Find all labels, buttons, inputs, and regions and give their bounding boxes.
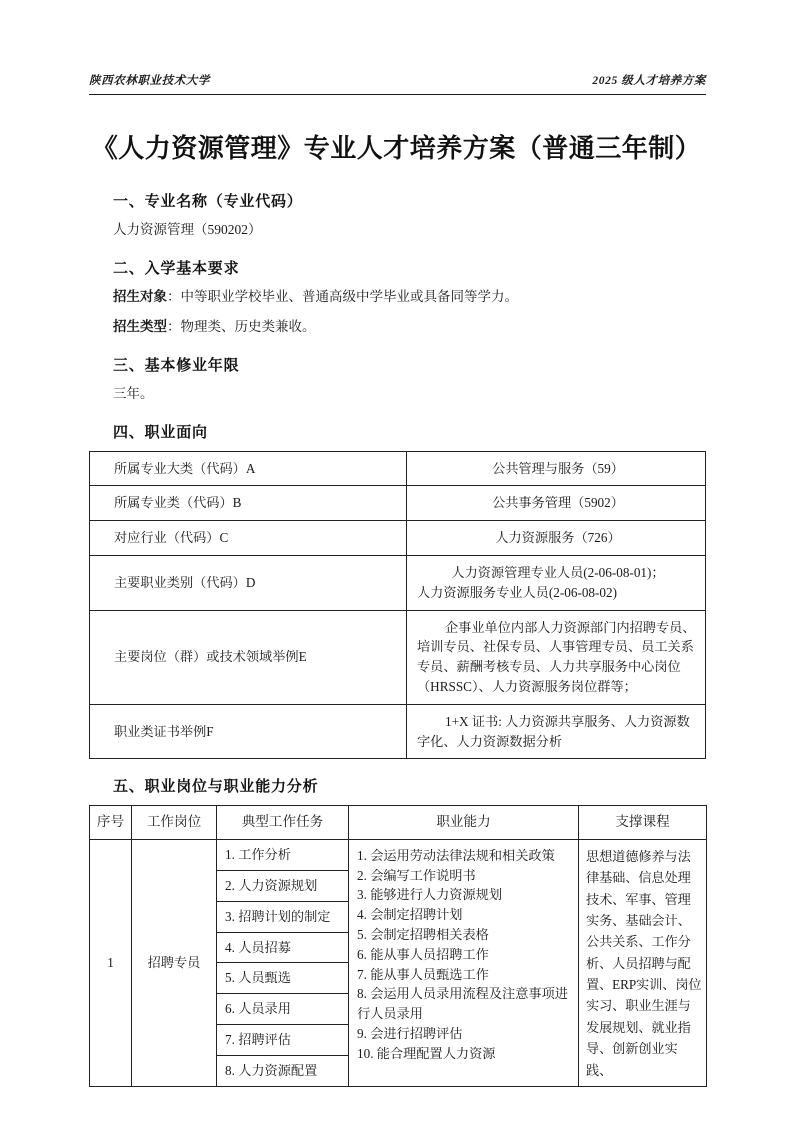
admission-type-label: 招生类型: [113, 318, 167, 334]
task-item: 8. 人力资源配置: [217, 1056, 349, 1087]
ability-item: 10. 能合理配置人力资源: [357, 1045, 496, 1061]
orientation-value: 公共管理与服务（59）: [407, 451, 706, 486]
ability-item: 8. 会运用人员录用流程及注意事项进行人员录用: [357, 986, 568, 1022]
ability-item: 1. 会运用劳动法律法规和相关政策: [357, 847, 555, 863]
table-header-row: [90, 806, 707, 839]
task-item: 7. 招聘评估: [217, 1025, 349, 1056]
table-row: [90, 839, 707, 870]
orientation-value: 企事业单位内部人力资源部门内招聘专员、培训专员、社保专员、人事管理专员、员工关系专员、薪酬考核专员、人力共享服务中心岗位（HRSSC）、人力资源服务岗位群等；: [407, 610, 706, 704]
orientation-key: 主要岗位（群）或技术领域举例E: [90, 610, 407, 704]
ability-item: 6. 能从事人员招聘工作: [357, 946, 489, 962]
section-1-body: 人力资源管理（590202）: [113, 222, 262, 237]
table-row: [90, 610, 706, 704]
orientation-key: 所属专业类（代码）B: [90, 486, 407, 521]
running-header-left: 陕西农林职业技术大学: [89, 75, 210, 87]
column-header-no: 序号: [90, 806, 132, 839]
orientation-key: 对应行业（代码）C: [90, 521, 407, 556]
admission-target-line: [113, 287, 706, 308]
running-header: [89, 72, 706, 88]
admission-target-label: 招生对象: [113, 288, 167, 304]
job-post: 招聘专员: [132, 839, 217, 1086]
ability-item: 2. 会编写工作说明书: [357, 867, 476, 883]
orientation-value: [407, 556, 706, 611]
section-heading-2: 二、入学基本要求: [113, 259, 240, 277]
orientation-key: 所属专业大类（代码）A: [90, 451, 407, 486]
orientation-value: 1+X 证书: 人力资源共享服务、人力资源数字化、人力资源数据分析: [407, 704, 706, 759]
column-header-task: 典型工作任务: [217, 806, 349, 839]
running-header-rule: [89, 94, 706, 95]
ability-item: 9. 会进行招聘评估: [357, 1026, 463, 1042]
task-item: 1. 工作分析: [217, 839, 349, 870]
orientation-key: 主要职业类别（代码）D: [90, 556, 407, 611]
task-item: 5. 人员甄选: [217, 963, 349, 994]
table-row: [90, 486, 706, 521]
page-title: 《人力资源管理》专业人才培养方案（普通三年制）: [91, 134, 702, 163]
running-header-right: 2025 级人才培养方案: [592, 75, 706, 87]
orientation-value: 人力资源服务（726）: [407, 521, 706, 556]
ability-item: 3. 能够进行人力资源规划: [357, 887, 503, 903]
document-body: [89, 190, 706, 1087]
table-row: [90, 704, 706, 759]
task-item: 6. 人员录用: [217, 994, 349, 1025]
table-row: [90, 451, 706, 486]
section-heading-5: 五、职业岗位与职业能力分析: [113, 778, 319, 796]
column-header-course: 支撑课程: [579, 806, 707, 839]
task-item: 2. 人力资源规划: [217, 870, 349, 901]
column-header-post: 工作岗位: [132, 806, 217, 839]
competency-analysis-table: [89, 805, 707, 1087]
career-orientation-table: [89, 451, 706, 760]
row-number: 1: [90, 839, 132, 1086]
supporting-courses-text: 思想道德修养与法律基础、信息处理技术、军事、管理实务、基础会计、公共关系、工作分析、人员招聘与配置、ERP实训、岗位实习、职业生涯与发展规划、就业指导、创新创业实践、: [586, 848, 702, 1078]
admission-type-line: [113, 317, 706, 338]
admission-target-value: ：中等职业学校毕业、普通高级中学毕业或具备同等学力。: [167, 288, 518, 304]
occupation-code-line-1: 人力资源管理专业人员(2-06-08-01)；: [451, 565, 665, 581]
admission-type-value: ：物理类、历史类兼收。: [167, 318, 316, 334]
section-3-body: 三年。: [113, 385, 154, 401]
section-heading-1: 一、专业名称（专业代码）: [113, 193, 303, 210]
ability-item: 4. 会制定招聘计划: [357, 907, 463, 923]
table-row: [90, 556, 706, 611]
table-row: [90, 521, 706, 556]
supporting-courses: [579, 839, 707, 1086]
occupation-code-line-2: 人力资源服务专业人员(2-06-08-02): [417, 584, 617, 600]
section-heading-4: 四、职业面向: [113, 423, 208, 441]
orientation-key: 职业类证书举例F: [90, 704, 407, 759]
ability-item: 7. 能从事人员甄选工作: [357, 966, 489, 982]
ability-list: [349, 839, 579, 1086]
orientation-value: 公共事务管理（5902）: [407, 486, 706, 521]
ability-item: 5. 会制定招聘相关表格: [357, 927, 489, 943]
column-header-ability: 职业能力: [349, 806, 579, 839]
section-heading-3: 三、基本修业年限: [113, 356, 240, 374]
task-item: 3. 招聘计划的制定: [217, 901, 349, 932]
task-item: 4. 人员招募: [217, 932, 349, 963]
